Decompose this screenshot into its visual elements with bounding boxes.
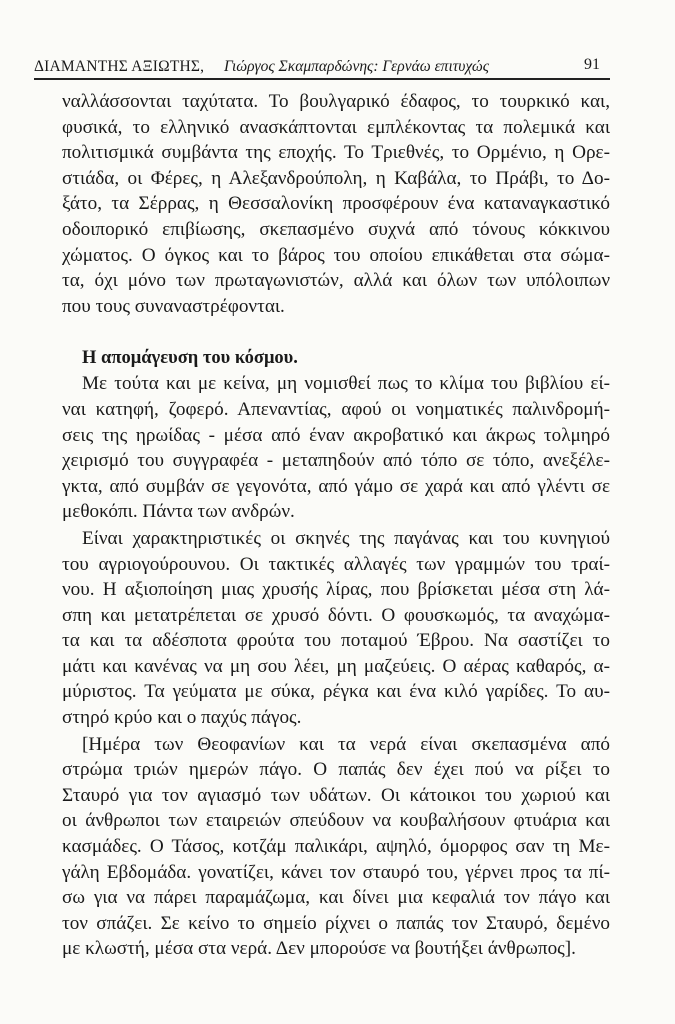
header-author: ΔΙΑΜΑΝΤΗΣ ΑΞΙΩΤΗΣ, [34,58,205,75]
text-line: γάλη Εβδομάδα. γονατίζει, κάνει τον σταυρό του, γέρνει προς τα πί- [62,861,610,883]
text-line: Με τούτα και με κείνα, μη νομισθεί πως το κλίμα του βιβλίου εί- [82,373,610,395]
text-line: τα, όχι μόνο των πρωταγωνιστών, αλλά και όλων των υπόλοιπων [62,270,610,292]
text-line: οι άνθρωποι των εταιρειών σπεύδουν να κουβαλήσουν φτυάρια και [62,810,610,832]
paragraph [62,732,610,962]
text-line: μάτι και κανένας να μη σου λέει, μη μαζεύεις. Ο αέρας καθαρός, α- [62,655,610,677]
text-line: που τους συναναστρέφονται. [62,295,285,317]
text-line: νου. Η αξιοποίηση μιας χρυσής λίρας, που βρίσκεται μέσα στη λά- [62,579,610,601]
text-line: ναλλάσσονται ταχύτατα. Το βουλγαρικό έδαφος, το τουρκικό και, [62,91,610,112]
page-number: 91 [584,56,600,73]
text-line: μύριστος. Τα γεύματα με σύκα, ρέγκα και ένα κιλό γαρίδες. Το αυ- [62,681,610,703]
section-heading: Η απομάγευση του κόσμου. [82,348,298,369]
text-line: μεθοκόπι. Πάντα των ανδρών. [62,501,295,523]
text-line: χώματος. Ο όγκος και το βάρος του οποίου επικάθεται στα σώμα- [62,244,610,266]
text-line: [Ημέρα των Θεοφανίων και τα νερά είναι σκεπασμένα από [82,733,610,755]
text-line: φυσικά, το ελληνικό ανασκάπτονται εμπλέκοντας τα πολεμικά και [62,116,610,138]
text-line: πολιτισμικά συμβάντα της εποχής. Το Τριεθνές, το Ορμένιο, η Ορε- [62,142,610,164]
text-line: ναι κατηφή, ζοφερό. Απεναντίας, αφού οι νοηματικές παλινδρομή- [62,398,610,420]
text-line: σεις της ηρωίδας - μέσα από έναν ακροβατικό και άκρως τολμηρό [62,424,610,446]
text-line: Είναι χαρακτηριστικές οι σκηνές της παγάνας και του κυνηγιού [82,527,610,549]
running-header [34,56,610,80]
paragraph [62,371,610,525]
text-line: σω για να πάρει παραμάζωμα, και δίνει μια κεφαλιά τον πάγο και [62,887,610,909]
text-line: χειρισμό του συγγραφέα - μεταπηδούν από τόπο σε τόπο, ανεξέλε- [62,450,610,472]
text-line: κασμάδες. Ο Τάσος, κοτζάμ παλικάρι, αψηλό, όμορφος σαν τη Με- [62,836,610,858]
text-line: τα και τα αδέσποτα φρούτα του ποταμού Έβρου. Να σαστίζει το [62,630,610,652]
section-body [62,371,610,962]
text-line: σπη και μετατρέπεται σε χρυσό δόντι. Ο φουσκωμός, τα αναχώμα- [62,604,610,626]
text-line: στρώμα τριών ημερών πάγο. Ο παπάς δεν έχει πού να ρίξει το [62,759,610,781]
text-line: του αγριογούρουνου. Οι τακτικές αλλαγές των γραμμών του τραί- [62,553,610,575]
text-line: στηρό κρύο και ο παχύς πάγος. [62,707,302,729]
text-line: Σταυρό για τον αγιασμό των υδάτων. Οι κάτοικοι του χωριού και [62,784,610,806]
paragraph [62,526,610,731]
text-line: στιάδα, οι Φέρες, η Αλεξανδρούπολη, η Καβάλα, το Πράβι, το Δο- [62,167,610,189]
text-line: τον σπάζει. Σε κείνο το σημείο ρίχνει ο παπάς τον Σταυρό, δεμένο [62,912,610,934]
text-line: με κλωστή, μέσα στα νερά. Δεν μπορούσε να βουτήξει άνθρωπος]. [62,938,576,960]
text-line: γκτα, από συμβάν σε γεγονότα, από γάμο σε χαρά και από γλέντι σε [62,475,610,497]
text-line: ξάτο, τα Σέρρας, η Θεσσαλονίκη προσφέρουν ένα καταναγκαστικό [62,193,610,215]
page-body [62,89,610,962]
text-line: οδοιπορικό επιβίωσης, σκεπασμένο συχνά από τόνους κόκκινου [62,218,610,240]
header-title: Γιώργος Σκαμπαρδώνης: Γερνάω επιτυχώς [224,58,490,75]
paragraph [62,89,610,319]
